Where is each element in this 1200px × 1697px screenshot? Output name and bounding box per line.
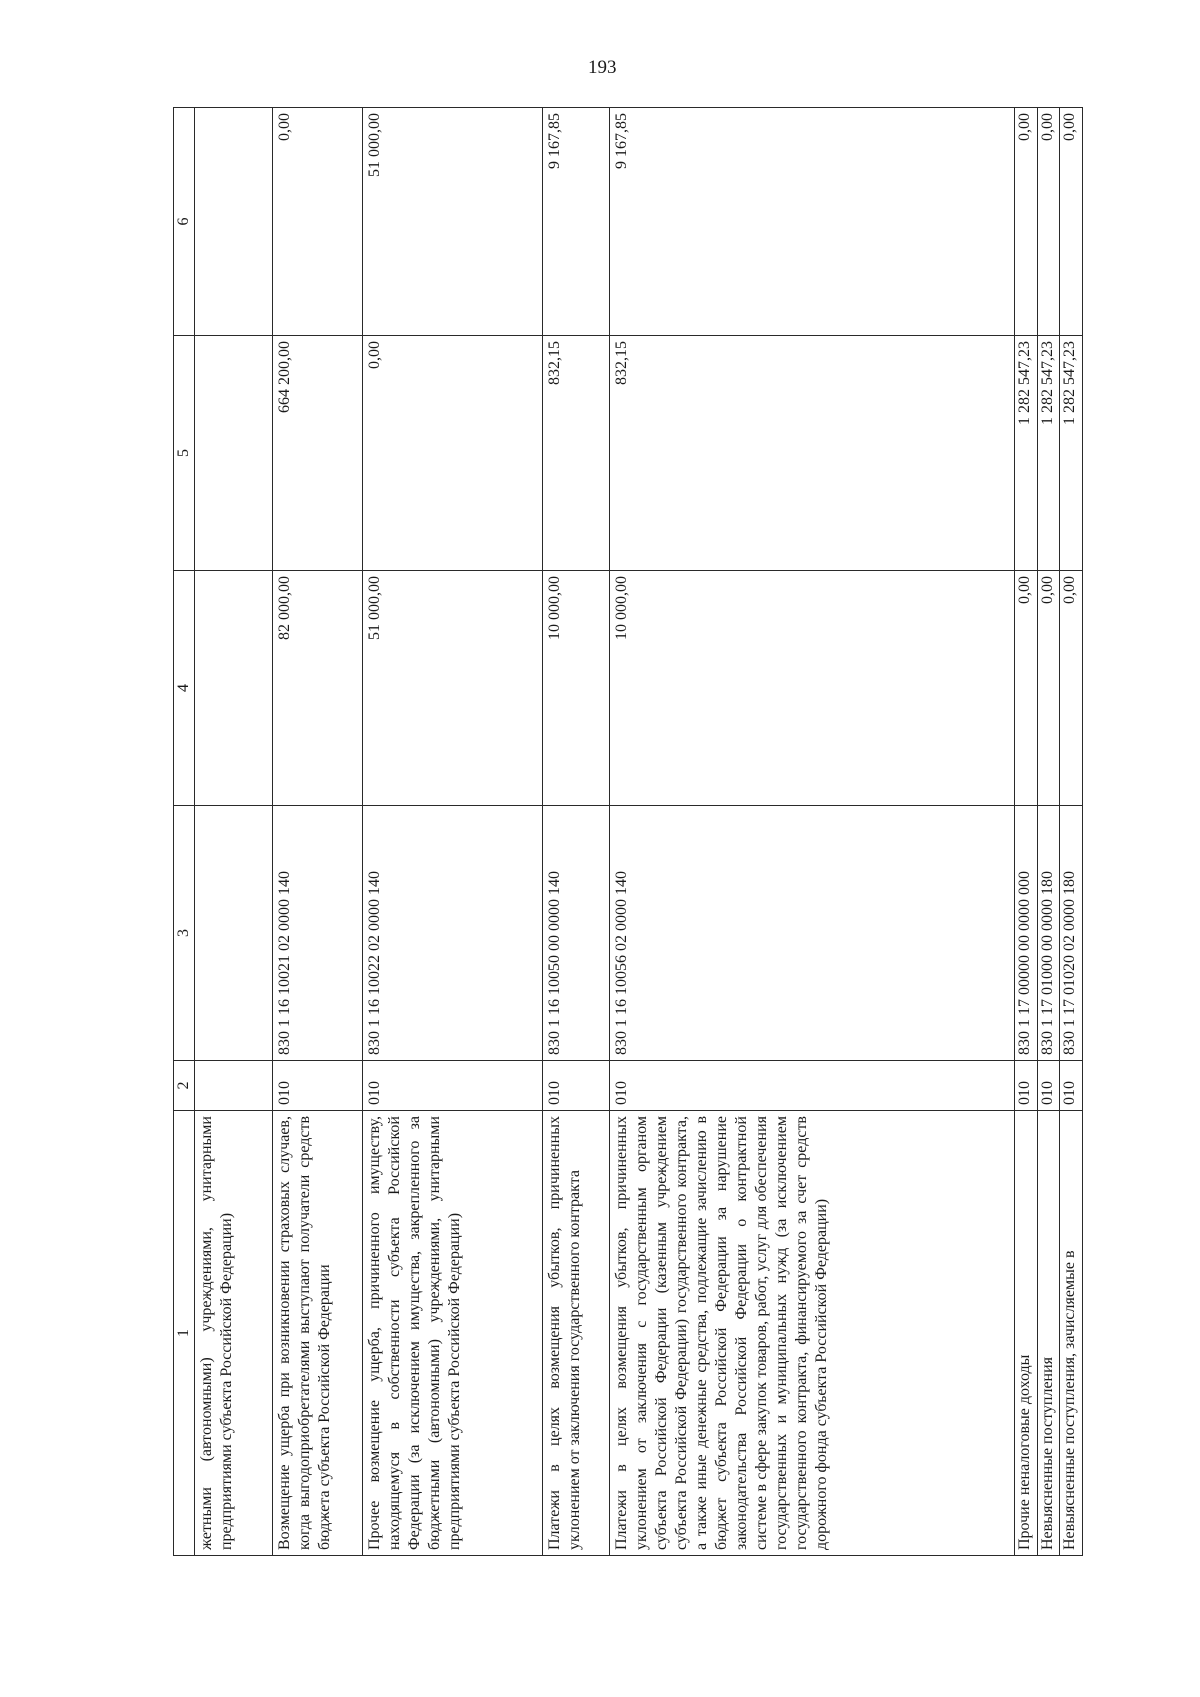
row-name: Платежи в целях возмещения убытков, причиненных уклонением от заключения государственного контракта <box>542 1111 610 1556</box>
table-row <box>1060 108 1083 1556</box>
row-budget-code: 830 1 16 10021 02 0000 140 <box>272 806 362 1061</box>
header-col-6: 6 <box>174 108 195 336</box>
table-row <box>610 108 1015 1556</box>
row-name: жетными (автономными) учреждениями, унитарными предприятиями субъекта Российской Федерации) <box>195 1111 273 1556</box>
table-row <box>1037 108 1060 1556</box>
table-row <box>542 108 610 1556</box>
row-line-code: 010 <box>272 1061 362 1111</box>
table-row <box>272 108 362 1556</box>
row-col4-value <box>195 571 273 806</box>
page-number: 193 <box>588 57 617 78</box>
row-line-code: 010 <box>1060 1061 1083 1111</box>
row-col6-value: 9 167,85 <box>542 108 610 336</box>
row-line-code <box>195 1061 273 1111</box>
row-col4-value: 51 000,00 <box>362 571 542 806</box>
row-col6-value <box>195 108 273 336</box>
row-budget-code <box>195 806 273 1061</box>
row-col4-value: 10 000,00 <box>542 571 610 806</box>
row-col5-value: 1 282 547,23 <box>1060 336 1083 571</box>
row-col5-value: 664 200,00 <box>272 336 362 571</box>
row-col6-value: 0,00 <box>1037 108 1060 336</box>
row-line-code: 010 <box>362 1061 542 1111</box>
row-budget-code: 830 1 16 10022 02 0000 140 <box>362 806 542 1061</box>
row-budget-code: 830 1 17 01000 00 0000 180 <box>1037 806 1060 1061</box>
row-name: Невыясненные поступления <box>1037 1111 1060 1556</box>
row-col5-value: 0,00 <box>362 336 542 571</box>
table-row <box>1015 108 1038 1556</box>
row-col6-value: 9 167,85 <box>610 108 1015 336</box>
header-col-4: 4 <box>174 571 195 806</box>
row-line-code: 010 <box>1037 1061 1060 1111</box>
row-col4-value: 0,00 <box>1015 571 1038 806</box>
row-budget-code: 830 1 17 00000 00 0000 000 <box>1015 806 1038 1061</box>
row-budget-code: 830 1 17 01020 02 0000 180 <box>1060 806 1083 1061</box>
header-col-3: 3 <box>174 806 195 1061</box>
table-header-row <box>174 108 195 1556</box>
row-col5-value <box>195 336 273 571</box>
row-col4-value: 0,00 <box>1060 571 1083 806</box>
row-col6-value: 0,00 <box>1015 108 1038 336</box>
table-row <box>362 108 542 1556</box>
revenue-table <box>173 107 1083 1556</box>
row-col5-value: 1 282 547,23 <box>1037 336 1060 571</box>
row-col6-value: 0,00 <box>272 108 362 336</box>
row-line-code: 010 <box>610 1061 1015 1111</box>
row-name: Платежи в целях возмещения убытков, причиненных уклонением от заключения с государственным органом субъекта Российской Федерации (казенным учреждением субъекта Российской Федерации) государственного контракта, а также иные денежные средства, подлежащие зачислению в бюджет субъекта Российской Федерации за нарушение законодательства Российской Федерации о контрактной системе в сфере закупок товаров, работ, услуг для обеспечения государственных и муниципальных нужд (за исключением государственного контракта, финансируемого за счет средств дорожного фонда субъекта Российской Федерации) <box>610 1111 1015 1556</box>
header-col-1: 1 <box>174 1111 195 1556</box>
row-line-code: 010 <box>1015 1061 1038 1111</box>
header-col-5: 5 <box>174 336 195 571</box>
rotated-table-container <box>173 108 1083 1556</box>
row-col4-value: 82 000,00 <box>272 571 362 806</box>
row-col5-value: 832,15 <box>542 336 610 571</box>
row-col6-value: 51 000,00 <box>362 108 542 336</box>
header-col-2: 2 <box>174 1061 195 1111</box>
row-col6-value: 0,00 <box>1060 108 1083 336</box>
row-name: Прочее возмещение ущерба, причиненного имуществу, находящемуся в собственности субъекта Российской Федерации (за исключением имущества, закрепленного за бюджетными (автономными) учреждениями, унитарными предприятиями субъекта Российской Федерации) <box>362 1111 542 1556</box>
row-name: Прочие неналоговые доходы <box>1015 1111 1038 1556</box>
row-col5-value: 832,15 <box>610 336 1015 571</box>
row-budget-code: 830 1 16 10050 00 0000 140 <box>542 806 610 1061</box>
row-col5-value: 1 282 547,23 <box>1015 336 1038 571</box>
row-budget-code: 830 1 16 10056 02 0000 140 <box>610 806 1015 1061</box>
row-name: Невыясненные поступления, зачисляемые в <box>1060 1111 1083 1556</box>
table-row <box>195 108 273 1556</box>
row-col4-value: 10 000,00 <box>610 571 1015 806</box>
row-name: Возмещение ущерба при возникновении страховых случаев, когда выгодоприобретателями выступают получатели средств бюджета субъекта Российской Федерации <box>272 1111 362 1556</box>
row-line-code: 010 <box>542 1061 610 1111</box>
row-col4-value: 0,00 <box>1037 571 1060 806</box>
